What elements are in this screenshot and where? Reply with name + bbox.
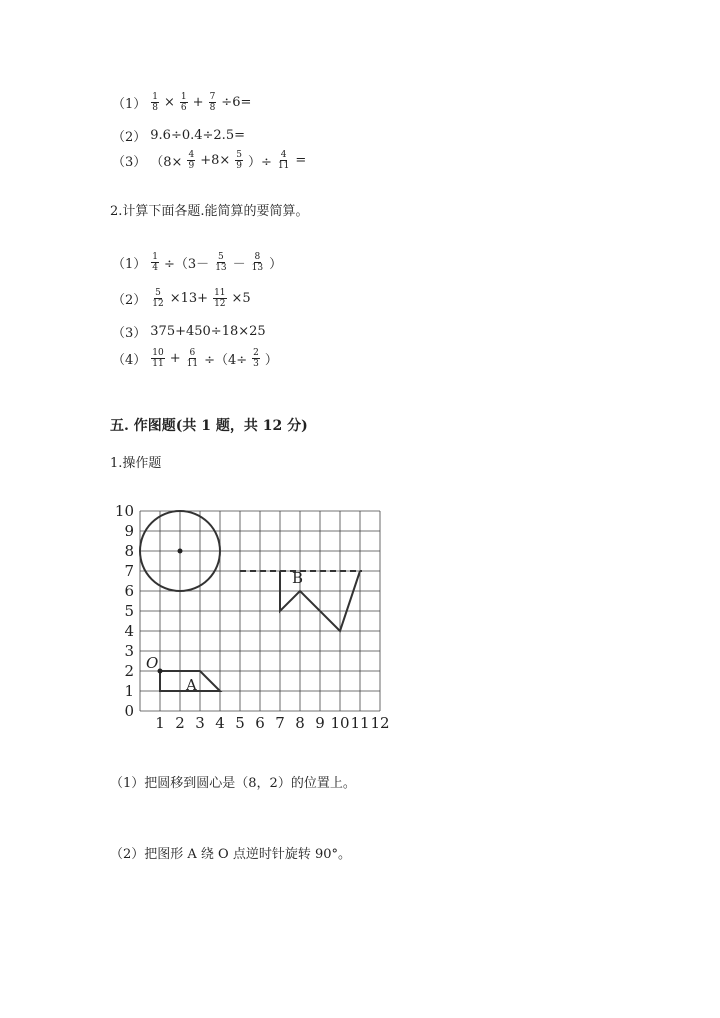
fraction: $\frac{4}{11}$	[277, 150, 290, 171]
x-tick-label: 10	[330, 714, 350, 730]
fraction: $\frac{5}{9}$	[236, 150, 242, 171]
y-tick-label: 4	[124, 622, 134, 640]
problem-1-2: （2） 9.6÷0.4÷2.5=	[112, 128, 245, 145]
y-tick-label: 6	[124, 582, 134, 600]
shape-a-label: A	[186, 676, 197, 694]
fraction: $\frac{7}{8}$	[209, 92, 216, 113]
fraction: $\frac{1}{8}$	[152, 92, 159, 113]
problem-1-1: （1） $\frac{1}{8}$ × $\frac{1}{6}$ + $\frac{7}{8}$ ÷6=	[112, 92, 252, 113]
y-tick-label: 5	[124, 602, 134, 620]
question-1-title: 1.操作题	[110, 456, 162, 471]
x-tick-label: 3	[195, 714, 205, 730]
fraction: $\frac{5}{12}$	[152, 288, 164, 309]
coordinate-grid	[112, 500, 402, 730]
circle-center-dot	[178, 549, 183, 554]
x-tick-label: 4	[215, 714, 225, 730]
x-tick-label: 12	[370, 714, 390, 730]
x-tick-label: 2	[175, 714, 185, 730]
y-tick-label: 3	[124, 642, 134, 660]
fraction: $\frac{10}{11}$	[152, 348, 164, 369]
problem-2-1: （1） $\frac{1}{4}$ ÷（3－ $\frac{5}{13}$ － $\frac{8}{13}$ ）	[112, 252, 283, 273]
shape-b-label: B	[292, 569, 304, 587]
y-tick-label: 8	[124, 542, 134, 560]
x-tick-label: 5	[235, 714, 245, 730]
problem-1-3: （3） （8× $\frac{4}{9}$ +8× $\frac{5}{9}$ ）÷ $\frac{4}{11}$ =	[112, 150, 307, 171]
fraction: $\frac{2}{3}$	[253, 348, 259, 369]
y-tick-label: 1	[124, 682, 134, 700]
x-tick-label: 7	[275, 714, 285, 730]
problem-2-4: （4） $\frac{10}{11}$ + $\frac{6}{11}$ ÷（4÷ $\frac{2}{3}$ ）	[112, 348, 278, 369]
origin-label: O	[146, 654, 159, 672]
section-heading: 五. 作图题(共 1 题，共 12 分)	[110, 418, 308, 434]
y-tick-label: 2	[124, 662, 134, 680]
y-tick-label: 9	[124, 522, 134, 540]
y-tick-label: 7	[124, 562, 134, 580]
x-tick-label: 11	[350, 714, 370, 730]
fraction: $\frac{4}{9}$	[188, 150, 195, 171]
fraction: $\frac{1}{4}$	[152, 252, 159, 273]
problem-2-3: （3） 375+450÷18×25	[112, 324, 266, 341]
fraction: $\frac{8}{13}$	[251, 252, 264, 273]
instruction-2: （2）把图形 A 绕 O 点逆时针旋转 90°。	[110, 847, 352, 862]
instruction-1: （1）把圆移到圆心是（8，2）的位置上。	[110, 776, 356, 791]
x-tick-label: 1	[155, 714, 165, 730]
y-tick-label: 10	[114, 502, 134, 520]
fraction: $\frac{6}{11}$	[186, 348, 199, 369]
y-tick-label: 0	[124, 702, 134, 720]
fraction: $\frac{1}{6}$	[180, 92, 187, 113]
x-tick-label: 8	[295, 714, 305, 730]
fraction: $\frac{5}{13}$	[215, 252, 227, 273]
question-2-title: 2.计算下面各题.能简算的要简算。	[110, 204, 309, 219]
fraction: $\frac{11}{12}$	[214, 288, 226, 309]
problem-2-2: （2） $\frac{5}{12}$ ×13+ $\frac{11}{12}$ ×5	[112, 288, 251, 309]
x-tick-label: 9	[315, 714, 325, 730]
x-tick-label: 6	[255, 714, 265, 730]
